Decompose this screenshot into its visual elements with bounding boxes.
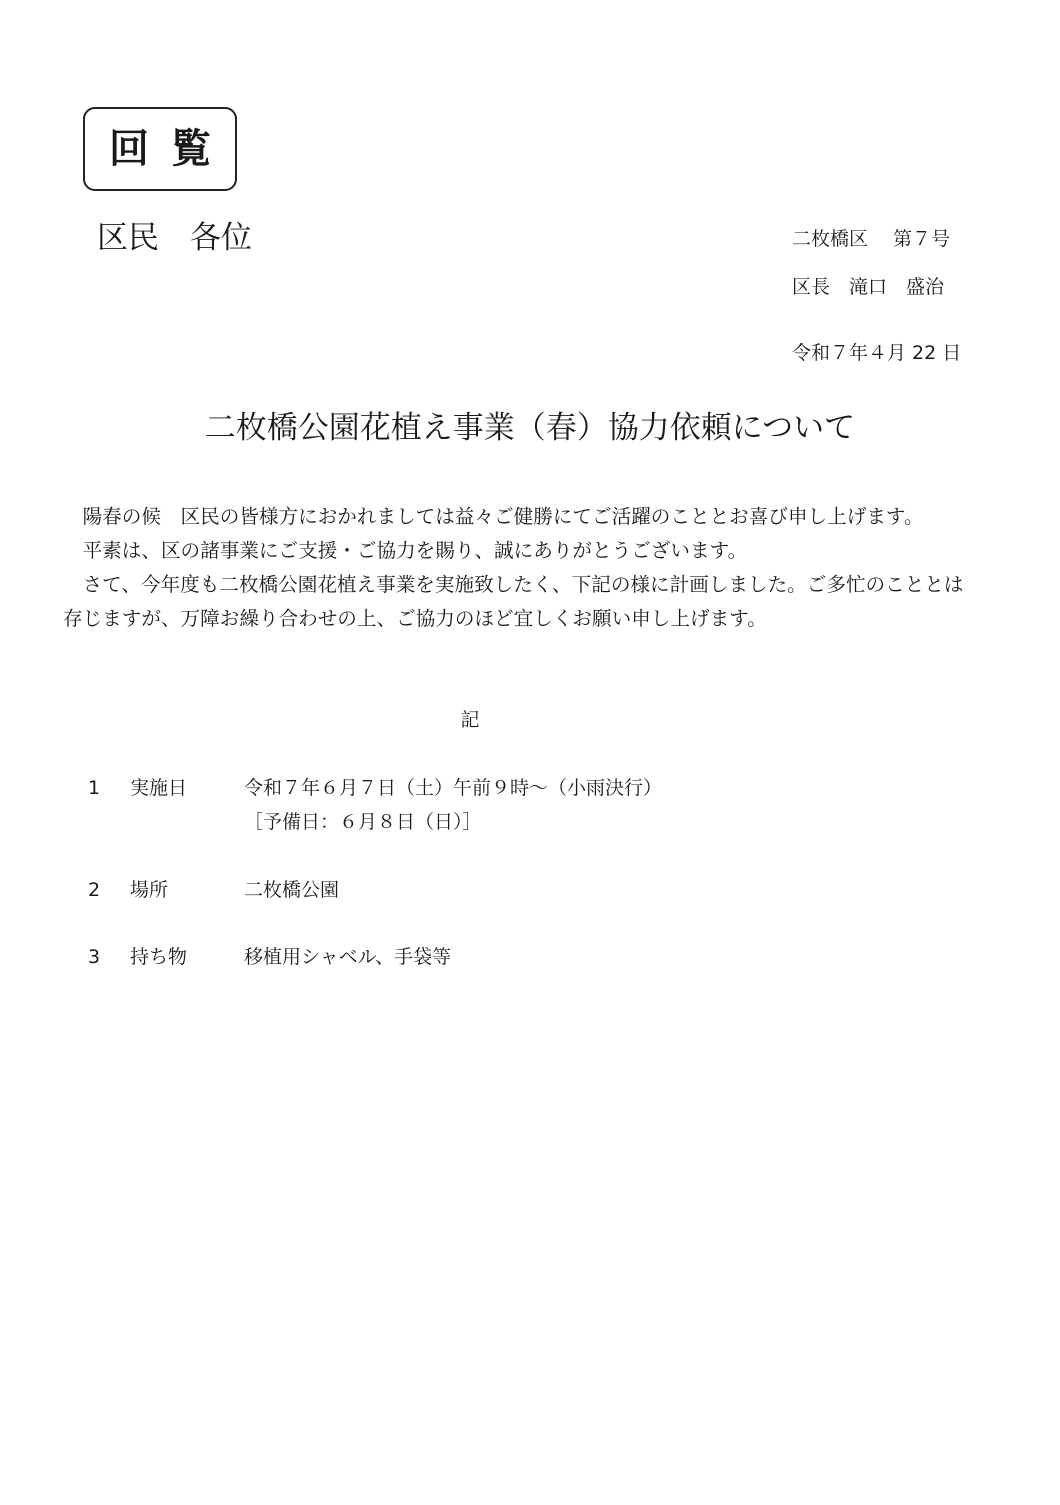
item-number: 1 <box>88 777 101 799</box>
body-paragraph: 陽春の候 区民の皆様方におかれましては益々ご健勝にてご活躍のこととお喜び申し上げます。 <box>82 505 924 528</box>
item-value: 二枚橋公園 <box>244 879 340 901</box>
item-value: 移植用シャベル、手袋等 <box>244 946 452 968</box>
issue-number: 二枚橋区 第７号 <box>792 228 951 250</box>
body-paragraph: 平素は、区の諸事業にご支援・ご協力を賜り、誠にありがとうございます。 <box>82 539 748 562</box>
document-title: 二枚橋公園花植え事業（春）協力依頼について <box>204 410 856 446</box>
item-label: 実施日 <box>130 777 188 799</box>
item-label: 場所 <box>130 879 169 901</box>
signer: 区長 滝口 盛治 <box>792 276 945 298</box>
item-number: 3 <box>88 946 101 968</box>
circulation-stamp <box>83 107 237 191</box>
item-sub-value: ［予備日：６月８日（日）］ <box>244 811 482 833</box>
item-label: 持ち物 <box>130 946 188 968</box>
document-body <box>63 500 973 636</box>
body-paragraph: さて、今年度も二枚橋公園花植え事業を実施致したく、下記の様に計画しました。ご多忙のこととは存じますが、万障お繰り合わせの上、ご協力のほど宜しくお願い申し上げます。 <box>63 573 964 630</box>
issue-date: 令和７年４月 22 日 <box>792 342 962 364</box>
item-value: 令和７年６月７日（土）午前９時～（小雨決行） <box>244 777 663 799</box>
addressee: 区民 各位 <box>97 220 252 256</box>
item-number: 2 <box>88 879 101 901</box>
stamp-label: 回覧 <box>109 126 233 172</box>
ki-heading: 記 <box>460 709 480 731</box>
